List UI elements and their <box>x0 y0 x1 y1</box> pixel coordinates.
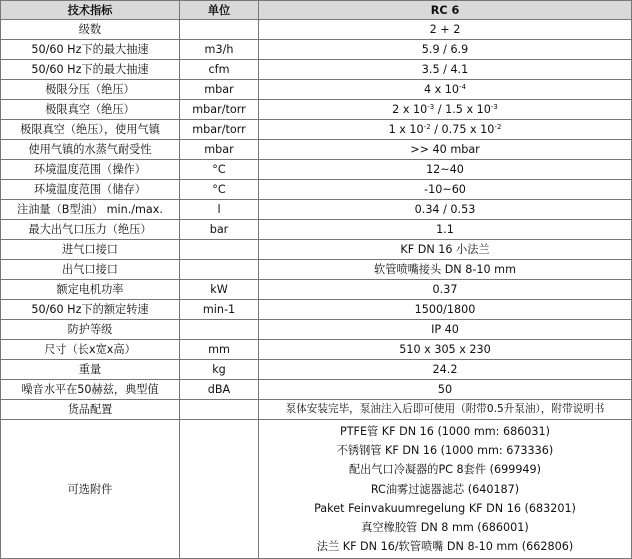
value-exponent: -4 <box>459 83 467 91</box>
table-row <box>1 260 632 280</box>
table-row <box>1 200 632 220</box>
value-torr-exponent: -3 <box>490 103 498 111</box>
list-item: 配出气口冷凝器的PC 8套件 (699949) <box>348 463 542 477</box>
row-unit <box>180 320 259 340</box>
row-value: -10~60 <box>259 180 632 200</box>
row-unit: m3/h <box>180 40 259 60</box>
row-unit: cfm <box>180 60 259 80</box>
row-unit: mbar <box>180 80 259 100</box>
row-unit: mm <box>180 340 259 360</box>
options-label: 可选附件 <box>1 420 180 559</box>
list-item: Paket Feinvakuumregelung KF DN 16 (683201) <box>314 501 576 515</box>
list-item: PTFE管 KF DN 16 (1000 mm: 686031) <box>339 425 551 438</box>
row-label: 50/60 Hz下的最大抽速 <box>1 40 180 60</box>
row-value <box>259 120 632 140</box>
row-unit <box>180 240 259 260</box>
row-value: 1500/1800 <box>259 300 632 320</box>
list-item: RC油雾过滤器滤芯 (640187) <box>370 482 520 496</box>
row-unit: kg <box>180 360 259 380</box>
table-row <box>1 380 632 400</box>
row-label: 极限分压（绝压） <box>1 80 180 100</box>
table-row <box>1 240 632 260</box>
row-value: IP 40 <box>259 320 632 340</box>
table-row <box>1 300 632 320</box>
table-row <box>1 80 632 100</box>
value-mbar-exponent: -2 <box>423 123 431 131</box>
row-value <box>259 80 632 100</box>
table-row <box>1 20 632 40</box>
row-label: 尺寸（长x宽x高） <box>1 340 180 360</box>
value-torr-exponent: -2 <box>494 123 502 131</box>
table-row <box>1 180 632 200</box>
table-row <box>1 140 632 160</box>
row-value: 泵体安装完毕，泵油注入后即可使用（附带0.5升泵油），附带说明书 <box>259 400 632 420</box>
row-label: 使用气镇的水蒸气耐受性 <box>1 140 180 160</box>
table-row <box>1 320 632 340</box>
row-value: 2 + 2 <box>259 20 632 40</box>
table-row <box>1 160 632 180</box>
options-unit <box>180 420 259 559</box>
row-label: 进气口接口 <box>1 240 180 260</box>
row-value: >> 40 mbar <box>259 140 632 160</box>
row-label: 极限真空（绝压），使用气镇 <box>1 120 180 140</box>
row-label: 50/60 Hz下的额定转速 <box>1 300 180 320</box>
value-base: 4 x 10 <box>423 83 460 96</box>
options-list <box>259 420 632 559</box>
row-value: KF DN 16 小法兰 <box>259 240 632 260</box>
row-unit: bar <box>180 220 259 240</box>
row-unit: mbar <box>180 140 259 160</box>
table-row <box>1 400 632 420</box>
row-label: 极限真空（绝压） <box>1 100 180 120</box>
row-unit: dBA <box>180 380 259 400</box>
table-row <box>1 60 632 80</box>
row-label: 重量 <box>1 360 180 380</box>
row-unit: kW <box>180 280 259 300</box>
list-item: 真空橡胶管 DN 8 mm (686001) <box>361 521 529 535</box>
row-label: 最大出气口压力（绝压） <box>1 220 180 240</box>
row-value: 510 x 305 x 230 <box>259 340 632 360</box>
row-label: 额定电机功率 <box>1 280 180 300</box>
options-row <box>1 420 632 559</box>
row-value: 50 <box>259 380 632 400</box>
row-label: 出气口接口 <box>1 260 180 280</box>
row-unit: l <box>180 200 259 220</box>
row-label: 防护等级 <box>1 320 180 340</box>
header-row <box>1 1 632 20</box>
header-unit: 单位 <box>180 1 259 20</box>
row-unit <box>180 260 259 280</box>
row-unit: mbar/torr <box>180 120 259 140</box>
row-unit: min-1 <box>180 300 259 320</box>
table-row <box>1 100 632 120</box>
table-row <box>1 220 632 240</box>
row-unit <box>180 20 259 40</box>
row-value: 3.5 / 4.1 <box>259 60 632 80</box>
row-value: 24.2 <box>259 360 632 380</box>
table-row <box>1 120 632 140</box>
row-value <box>259 100 632 120</box>
row-label: 50/60 Hz下的最大抽速 <box>1 60 180 80</box>
value-mbar-exponent: -3 <box>427 103 435 111</box>
row-unit: mbar/torr <box>180 100 259 120</box>
row-unit: °C <box>180 180 259 200</box>
row-value: 0.37 <box>259 280 632 300</box>
row-value: 12~40 <box>259 160 632 180</box>
row-value: 软管喷嘴接头 DN 8-10 mm <box>259 260 632 280</box>
table-row <box>1 340 632 360</box>
list-item: 不锈钢管 KF DN 16 (1000 mm: 673336) <box>336 444 554 458</box>
header-model: RC 6 <box>259 1 632 20</box>
table-row <box>1 360 632 380</box>
value-torr-base: / 1.5 x 10 <box>434 103 491 116</box>
value-mbar-base: 2 x 10 <box>392 103 428 116</box>
row-unit: °C <box>180 160 259 180</box>
value-torr-base: / 0.75 x 10 <box>430 123 495 136</box>
row-value: 5.9 / 6.9 <box>259 40 632 60</box>
row-label: 级数 <box>1 20 180 40</box>
row-value: 0.34 / 0.53 <box>259 200 632 220</box>
row-unit <box>180 400 259 420</box>
value-mbar-base: 1 x 10 <box>388 123 424 136</box>
table-row <box>1 40 632 60</box>
header-indicator: 技术指标 <box>1 1 180 20</box>
list-item: 法兰 KF DN 16/软管喷嘴 DN 8-10 mm (662806) <box>316 540 574 554</box>
row-label: 噪音水平在50赫兹，典型值 <box>1 380 180 400</box>
row-label: 环境温度范围（操作） <box>1 160 180 180</box>
row-value: 1.1 <box>259 220 632 240</box>
row-label: 环境温度范围（储存） <box>1 180 180 200</box>
row-label: 货品配置 <box>1 400 180 420</box>
row-label: 注油量（B型油） min./max. <box>1 200 180 220</box>
table-row <box>1 280 632 300</box>
